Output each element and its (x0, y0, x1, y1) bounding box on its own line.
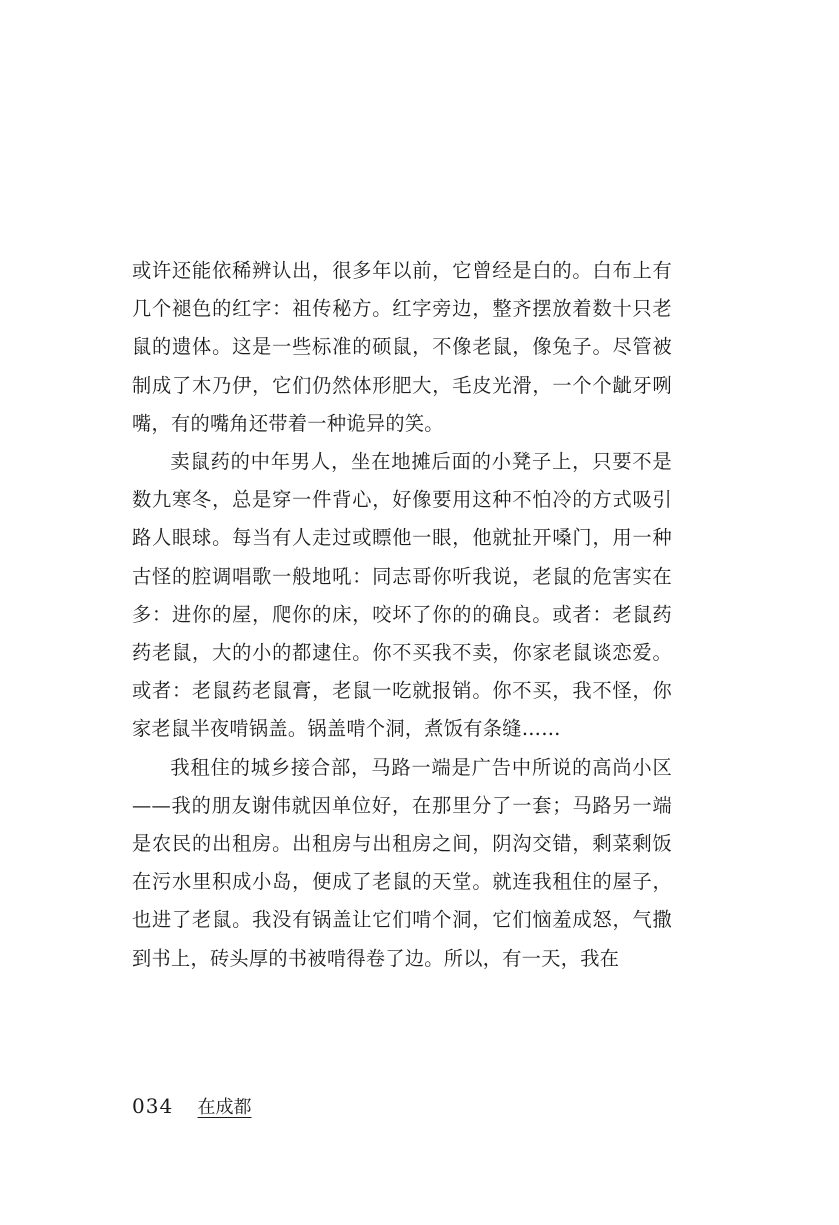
body-text (132, 252, 672, 978)
page-number: 034 (132, 1094, 174, 1118)
paragraph-continued: 或许还能依稀辨认出，很多年以前，它曾经是白的。白布上有几个褪色的红字：祖传秘方。红字旁边，整齐摆放着数十只老鼠的遗体。这是一些标准的硕鼠，不像老鼠，像兔子。尽管被制成了木乃伊，它们仍然体形肥大，毛皮光滑，一个个龇牙咧嘴，有的嘴角还带着一种诡异的笑。 (132, 259, 672, 435)
page-footer (132, 1092, 252, 1122)
paragraph-rat-poison-seller: 卖鼠药的中年男人，坐在地摊后面的小凳子上，只要不是数九寒冬，总是穿一件背心，好像要用这种不怕冷的方式吸引路人眼球。每当有人走过或瞟他一眼，他就扯开嗓门，用一种古怪的腔调唱歌一般地吼：同志哥你听我说，老鼠的危害实在多：进你的屋，爬你的床，咬坏了你的的确良。或者：老鼠药药老鼠，大的小的都逮住。你不买我不卖，你家老鼠谈恋爱。或者：老鼠药老鼠膏，老鼠一吃就报销。你不买，我不怪，你家老鼠半夜啃锅盖。锅盖啃个洞，煮饭有条缝…… (132, 450, 672, 741)
running-title: 在成都 (197, 1097, 252, 1118)
paragraph-rental-area: 我租住的城乡接合部，马路一端是广告中所说的高尚小区——我的朋友谢伟就因单位好，在那里分了一套；马路另一端是农民的出租房。出租房与出租房之间，阴沟交错，剩菜剩饭在污水里积成小岛，便成了老鼠的天堂。就连我租住的屋子，也进了老鼠。我没有锅盖让它们啃个洞，它们恼羞成怒，气撒到书上，砖头厚的书被啃得卷了边。所以，有一天，我在 (132, 755, 672, 970)
